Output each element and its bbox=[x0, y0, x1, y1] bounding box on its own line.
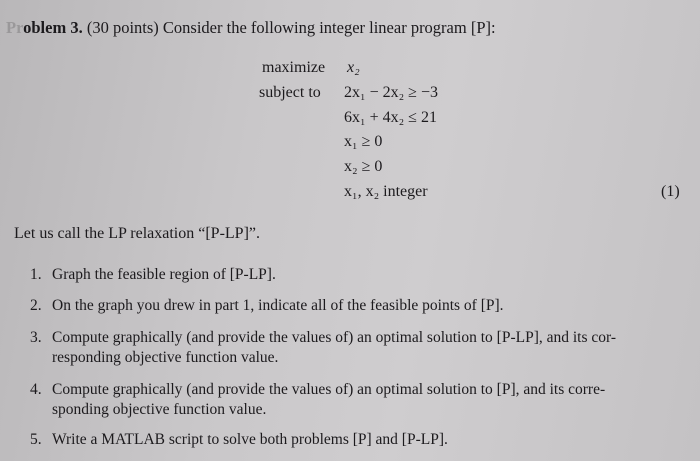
task-text: Graph the feasible region of [P-LP]. bbox=[52, 266, 276, 283]
problem-points: (30 points) bbox=[86, 18, 159, 37]
constraint-2: 6x₁ + 4x₂ ≤ 21 bbox=[344, 109, 437, 126]
task-number: 3. bbox=[30, 329, 42, 346]
task-item-4 bbox=[30, 380, 605, 420]
task-item-3 bbox=[30, 328, 616, 368]
relaxation-intro: Let us call the LP relaxation “[P-LP]”. bbox=[14, 225, 260, 242]
problem-statement: Consider the following integer linear program [P]: bbox=[162, 18, 496, 37]
objective-function: x₂ bbox=[347, 59, 360, 76]
constraint-4: x₂ ≥ 0 bbox=[344, 158, 383, 175]
constraint-5: x₁, x₂ integer bbox=[344, 183, 428, 200]
task-item-1 bbox=[30, 265, 276, 285]
constraint-3: x₁ ≥ 0 bbox=[344, 133, 383, 150]
problem-title: oblem 3. bbox=[23, 18, 83, 37]
task-text-line-1: Compute graphically (and provide the values of) an optimal solution to [P-LP], and its cor- bbox=[52, 329, 617, 346]
equation-number: (1) bbox=[661, 183, 680, 200]
task-number: 2. bbox=[30, 297, 42, 314]
task-item-2 bbox=[30, 296, 504, 316]
task-number: 5. bbox=[30, 431, 42, 448]
task-item-5 bbox=[30, 430, 448, 450]
problem-title-faded-prefix: Pr bbox=[6, 18, 24, 37]
task-text-line-1: Compute graphically (and provide the values of) an optimal solution to [P], and its corre- bbox=[52, 381, 606, 398]
task-text: On the graph you drew in part 1, indicate all of the feasible points of [P]. bbox=[52, 297, 504, 314]
subject-to-label: subject to bbox=[259, 84, 321, 101]
task-number: 1. bbox=[30, 266, 42, 283]
problem-header bbox=[6, 18, 496, 38]
task-text: Write a MATLAB script to solve both problems [P] and [P-LP]. bbox=[52, 431, 448, 448]
constraint-1: 2x₁ − 2x₂ ≥ −3 bbox=[344, 84, 438, 101]
task-number: 4. bbox=[30, 381, 42, 398]
task-text-line-2: responding objective function value. bbox=[52, 349, 279, 366]
maximize-label: maximize bbox=[262, 59, 326, 76]
task-text-line-2: sponding objective function value. bbox=[52, 401, 267, 418]
